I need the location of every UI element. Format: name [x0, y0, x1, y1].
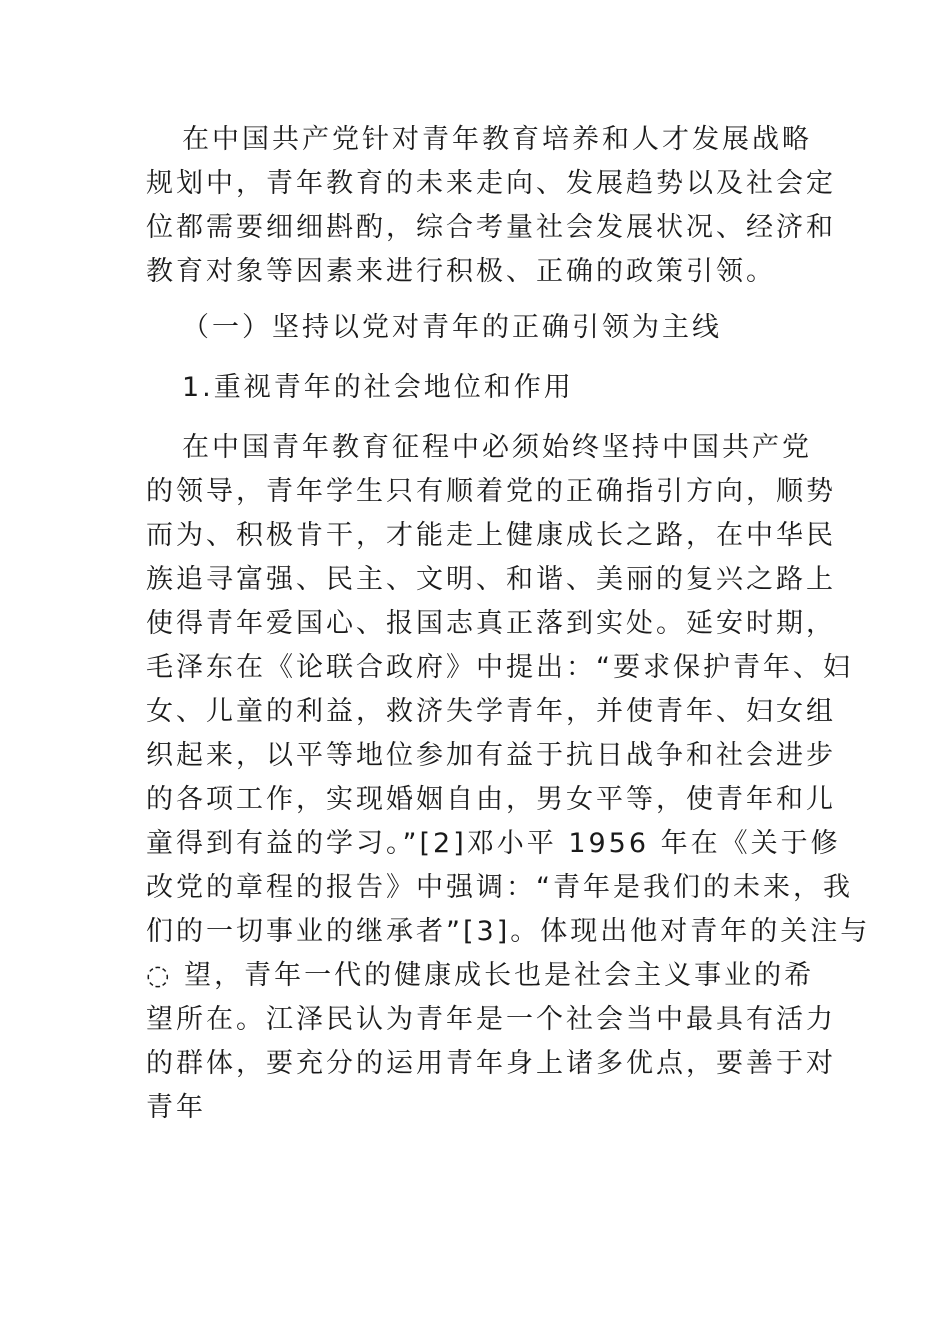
paragraph-line: 们的一切事业的继承者”[3]。体现出他对青年的关注与	[146, 916, 871, 947]
paragraph-line: 在中国青年教育征程中必须始终坚持中国共产党	[182, 432, 812, 463]
paragraph-line: 望所在。江泽民认为青年是一个社会当中最具有活力	[146, 1004, 836, 1035]
paragraph-line: 的各项工作，实现婚姻自由，男女平等，使青年和儿	[146, 784, 836, 815]
intro-paragraph	[146, 118, 836, 294]
paragraph-line: 位都需要细细斟酌，综合考量社会发展状况、经济和	[146, 212, 836, 243]
paragraph-line: 童得到有益的学习。”[2]邓小平 1956 年在《关于修	[146, 828, 841, 859]
subsection-heading: 1.重视青年的社会地位和作用	[182, 372, 574, 403]
paragraph-line: 在中国共产党针对青年教育培养和人才发展战略	[182, 124, 812, 155]
body-paragraph	[146, 426, 871, 1130]
paragraph-line: 规划中，青年教育的未来走向、发展趋势以及社会定	[146, 168, 836, 199]
paragraph-line: ◌ 望，青年一代的健康成长也是社会主义事业的希	[146, 960, 815, 991]
paragraph-line: 女、儿童的利益，救济失学青年，并使青年、妇女组	[146, 696, 836, 727]
paragraph-line: 改党的章程的报告》中强调：“青年是我们的未来，我	[146, 872, 853, 903]
paragraph-line: 的群体，要充分的运用青年身上诸多优点，要善于对	[146, 1048, 836, 1079]
paragraph-line: 毛泽东在《论联合政府》中提出：“要求保护青年、妇	[146, 652, 853, 683]
paragraph-line: 织起来，以平等地位参加有益于抗日战争和社会进步	[146, 740, 836, 771]
paragraph-line: 族追寻富强、民主、文明、和谐、美丽的复兴之路上	[146, 564, 836, 595]
paragraph-line: 而为、积极肯干，才能走上健康成长之路，在中华民	[146, 520, 836, 551]
document-body	[146, 118, 871, 1130]
paragraph-line: 的领导，青年学生只有顺着党的正确指引方向，顺势	[146, 476, 836, 507]
paragraph-line: 青年	[146, 1092, 206, 1123]
section-heading: （一）坚持以党对青年的正确引领为主线	[182, 312, 722, 343]
paragraph-line: 使得青年爱国心、报国志真正落到实处。延安时期，	[146, 608, 836, 639]
paragraph-line: 教育对象等因素来进行积极、正确的政策引领。	[146, 256, 776, 287]
